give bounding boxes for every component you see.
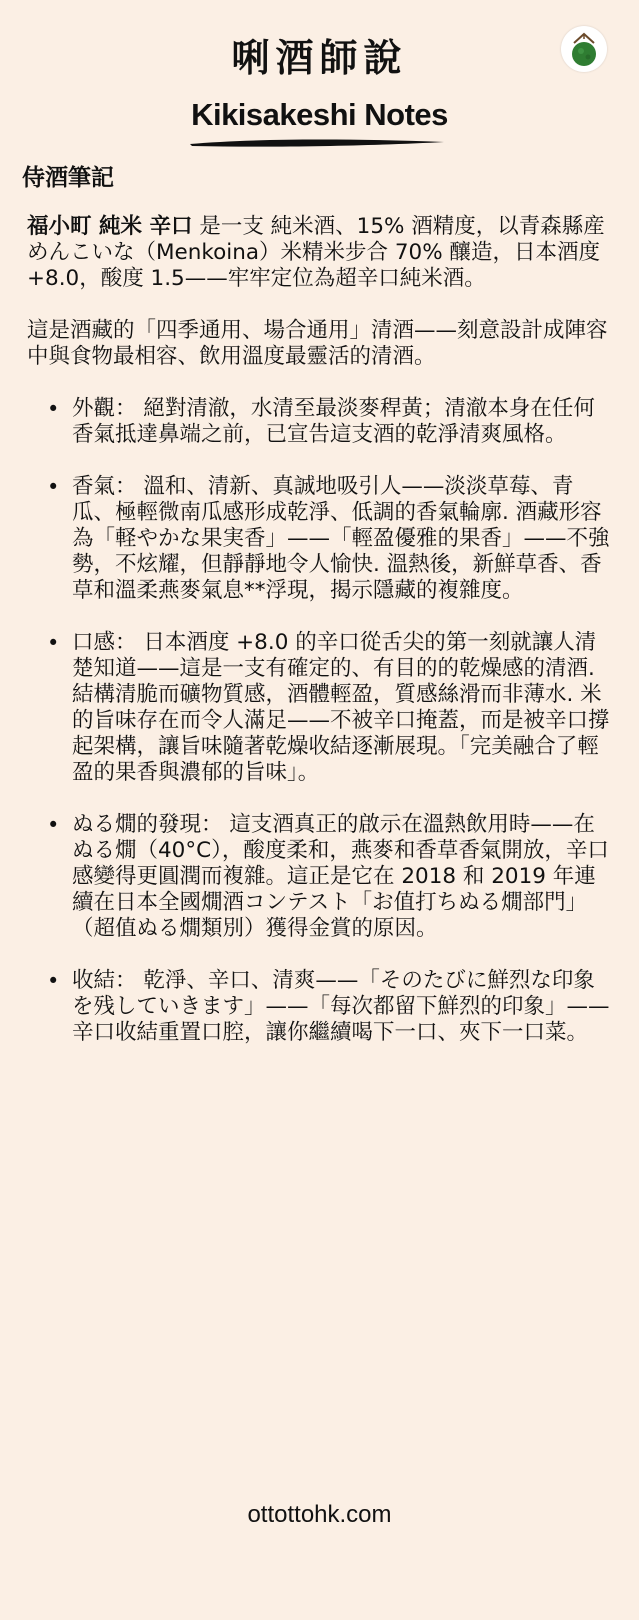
note-text: 外觀： 絕對清澈，水清至最淡麥稈黃；清澈本身在任何香氣抵達鼻端之前，已宣告這支酒的乾淨清爽風格。: [72, 396, 595, 447]
note-finish: [27, 968, 612, 1046]
note-text: 口感： 日本酒度 +8.0 的辛口從舌尖的第一刻就讓人清楚知道——這是一支有確定的、有目的的乾燥感的清酒. 結構清脆而礦物質感，酒體輕盈，質感絲滑而非薄水. 米的旨味存在而令人滿足——不被辛口掩蓋，而是被辛口撐起架構，讓旨味隨著乾燥收結逐漸展現。「完美融合了輕盈的果香與濃郁的旨味」。: [72, 630, 610, 785]
note-text: ぬる燗的發現： 這支酒真正的啟示在溫熱飲用時——在ぬる燗（40°C），酸度柔和，燕麥和香草香氣開放，辛口感變得更圓潤而複雜。這正是它在 2018 和 2019 年連續在日本全國燗酒コンテスト「お值打ちぬる燗部門」（超值ぬる燗類別）獲得金賞的原因。: [72, 812, 609, 941]
notes-content: [27, 214, 612, 1072]
bullet-icon: •: [47, 969, 60, 993]
intro-paragraph: [27, 214, 612, 292]
note-palate: [27, 630, 612, 786]
bullet-icon: •: [47, 397, 60, 421]
brush-underline: [188, 136, 446, 150]
body-paragraph: 這是酒藏的「四季通用、場合通用」清酒——刻意設計成陣容中與食物最相容、飲用溫度最靈活的清酒。: [27, 318, 608, 369]
bullet-icon: •: [47, 475, 60, 499]
product-name: 福小町 純米 辛口: [27, 214, 193, 239]
footer-website[interactable]: ottottohk.com: [247, 1501, 392, 1528]
note-text: 收結： 乾淨、辛口、清爽——「そのたびに鮮烈な印象を残していきます」——「每次都留下鮮烈的印象」——辛口收結重置口腔，讓你繼續喝下一口、夾下一口菜。: [72, 968, 610, 1045]
tasting-notes-list: [27, 396, 612, 1046]
note-warm-serving: [27, 812, 612, 942]
note-text: 香氣： 溫和、清新、真誠地吸引人——淡淡草莓、青瓜、極輕微南瓜感形成乾淨、低調的香氣輪廓. 酒藏形容為「軽やかな果実香」——「輕盈優雅的果香」——不強勢，不炫耀，但靜靜地令人愉快. 溫熱後，新鮮草香、香草和溫柔燕麥氣息**浮現，揭示隱藏的複雜度。: [72, 474, 610, 603]
section-title: 侍酒筆記: [22, 165, 114, 191]
page-title: 唎酒師說: [231, 36, 408, 80]
bullet-icon: •: [47, 631, 60, 655]
note-aroma: [27, 474, 612, 604]
bullet-icon: •: [47, 813, 60, 837]
intro-text: 是一支 純米酒、15% 酒精度，以青森縣産めんこいな（Menkoina）米精米步合 70% 釀造，日本酒度 +8.0，酸度 1.5——牢牢定位為超辛口純米酒。: [27, 214, 605, 291]
page-subtitle: Kikisakeshi Notes: [191, 97, 448, 132]
note-appearance: [27, 396, 612, 448]
